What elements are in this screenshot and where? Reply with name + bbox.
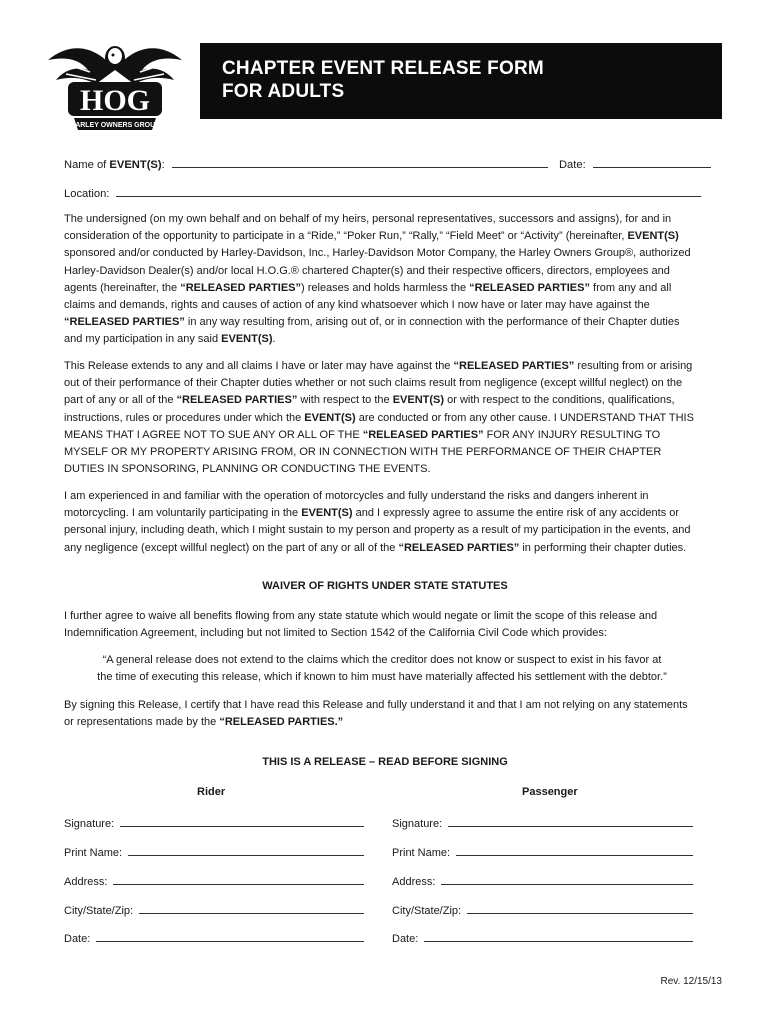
rider-field-row — [64, 814, 364, 830]
location-row — [64, 185, 701, 200]
civil-code-quote — [64, 652, 700, 686]
quote-line-2: the time of executing this release, which if known to him must have materially affected his settlement with the debtor.” — [97, 671, 667, 684]
rider-field-label: Print Name: — [64, 847, 123, 859]
bold-term: EVENT(S) — [301, 507, 353, 520]
bold-term: EVENT(S) — [304, 411, 356, 424]
rider-field-label: Date: — [64, 933, 91, 945]
rider-field-label: Signature: — [64, 818, 115, 830]
rider-field-row — [64, 843, 364, 859]
paragraph-text: with respect to the — [297, 394, 393, 407]
bold-term: “RELEASED PARTIES.” — [219, 716, 344, 729]
paragraph-text: The undersigned (on my own behalf and on behalf of my heirs, personal representatives, successors and assigns), for and in consideration of the opportunity to participate in a “Ride,” “Poker Run,” “Rally,” “Field Meet” or “Activity” (hereinafter, — [64, 213, 672, 243]
waiver-heading: WAIVER OF RIGHTS UNDER STATE STATUTES — [262, 580, 508, 592]
bold-term: EVENT(S) — [392, 394, 445, 407]
passenger-field-row — [392, 872, 693, 888]
bold-term: “RELEASED PARTIES” — [398, 541, 520, 554]
paragraph-text: in any way resulting from, arising out of, or in connection with the performance of their Chapter duties and my participation in any said — [64, 316, 680, 346]
passenger-field-row — [392, 929, 693, 945]
event-name-row — [64, 156, 711, 171]
paragraph-text: sponsored and/or conducted by Harley-Davidson, Inc., Harley-Davidson Motor Company, the Harley Owners Group®, authorized Harley-Davidson Dealer(s) and/or local H.O.G.® chartered Chapter(s) and their respective officers, directors, employees and agents (hereinafter, the — [64, 247, 691, 294]
passenger-field-row — [392, 814, 693, 830]
event-name-field[interactable] — [172, 156, 548, 168]
bold-term: “RELEASED PARTIES” — [176, 394, 298, 407]
passenger-field-row — [392, 843, 693, 859]
rider-field-row — [64, 929, 364, 945]
passenger-field-input-line[interactable] — [467, 901, 693, 914]
passenger-field-input-line[interactable] — [448, 814, 693, 827]
paragraph-text: By signing this Release, I certify that I have read this Release and fully understand it and that I am not relying on any statements or representations made by the — [64, 699, 688, 729]
paragraph-text: or with respect to the conditions, qualifications, instructions, rules or procedures under which the — [64, 394, 675, 424]
form-title-line1: CHAPTER EVENT RELEASE FORM — [222, 58, 544, 79]
bold-term: “RELEASED PARTIES” — [180, 281, 301, 294]
passenger-field-row — [392, 901, 693, 917]
paragraph-text: FOR ANY INJURY RESULTING TO MYSELF OR MY PROPERTY ARISING FROM, OR IN CONNECTION WITH THE PERFORMANCE OF THEIR CHAPTER DUTIES IN SPONSORING, PLANNING OR CONDUCTING THE EVENTS. — [64, 428, 662, 476]
bold-term: “RELEASED PARTIES” — [453, 360, 575, 372]
passenger-field-input-line[interactable] — [456, 843, 693, 856]
paragraph-text: resulting from or arising out of their performance of their Chapter duties whether or not such claims result from negligence (except willful neglect) on the part of any or all of the — [64, 360, 693, 407]
quote-line-1: “A general release does not extend to the claims which the creditor does not know or suspect to exist in his favor at — [102, 654, 662, 666]
revision-label: Rev. 12/15/13 — [660, 976, 722, 987]
passenger-field-label: Signature: — [392, 818, 443, 830]
rider-field-row — [64, 872, 364, 888]
paragraph-text: from any and all claims and demands, rights and causes of action of any kind whatsoever which I now have or later may have against the — [64, 281, 672, 312]
location-label: Location: — [64, 188, 110, 200]
bold-term: “RELEASED PARTIES” — [469, 281, 590, 294]
hog-logo — [40, 30, 190, 140]
event-name-label: Name of EVENT(S): — [64, 159, 165, 171]
rider-field-row — [64, 901, 364, 917]
paragraph-text: . — [272, 333, 276, 346]
title-banner — [200, 43, 722, 119]
rider-field-label: City/State/Zip: — [64, 905, 134, 917]
date-label: Date: — [558, 159, 586, 171]
passenger-field-label: City/State/Zip: — [392, 905, 462, 917]
passenger-title: Passenger — [522, 786, 578, 798]
rider-field-input-line[interactable] — [113, 872, 364, 885]
bold-term: EVENT(S) — [221, 333, 273, 346]
event-date-field[interactable] — [593, 156, 711, 168]
bold-term: EVENT(S) — [627, 230, 679, 243]
paragraph-text: ) releases and holds harmless the — [301, 281, 470, 294]
release-heading: THIS IS A RELEASE – READ BEFORE SIGNING — [262, 756, 508, 768]
release-paragraph-1 — [64, 211, 700, 349]
rider-field-input-line[interactable] — [120, 814, 364, 827]
form-title-line2: FOR ADULTS — [222, 81, 345, 102]
rider-title: Rider — [197, 786, 226, 798]
release-paragraph-2 — [64, 358, 700, 478]
form-title — [222, 57, 544, 103]
passenger-field-input-line[interactable] — [424, 929, 693, 942]
rider-field-input-line[interactable] — [128, 843, 364, 856]
passenger-field-label: Address: — [392, 876, 436, 888]
location-field[interactable] — [116, 185, 701, 197]
paragraph-text: I further agree to waive all benefits flowing from any state statute which would negate or limit the scope of this release and Indemnification Agreement, including but not limited to Section 1542 of the California Civil Code which provides: — [64, 610, 658, 640]
eagle-logo-icon — [40, 30, 190, 140]
certification-paragraph — [64, 697, 700, 731]
bold-term: “RELEASED PARTIES” — [64, 316, 185, 329]
passenger-field-label: Date: — [392, 933, 419, 945]
logo-text: HOG — [79, 84, 151, 117]
waiver-paragraph — [64, 608, 700, 642]
paragraph-text: are conducted or from any other cause. I UNDERSTAND THAT THIS MEANS THAT I AGREE NOT TO SUE ANY OR ALL OF THE — [64, 411, 694, 441]
passenger-field-label: Print Name: — [392, 847, 451, 859]
paragraph-text: in performing their chapter duties. — [519, 541, 687, 554]
paragraph-text: and I expressly agree to assume the entire risk of any accidents or personal injury, including death, which I might sustain to my person and property as a result of my participation in the events, and any negligence (except willful neglect) on the part of any or all of the — [64, 507, 691, 554]
rider-field-input-line[interactable] — [139, 901, 364, 914]
rider-field-label: Address: — [64, 876, 108, 888]
paragraph-text: I am experienced in and familiar with the operation of motorcycles and fully understand the risks and dangers inherent in motorcycling. I am voluntarily participating in the — [64, 490, 649, 520]
logo-subtext: HARLEY OWNERS GROUP — [70, 122, 160, 129]
paragraph-text: This Release extends to any and all claims I have or later may have against the — [64, 360, 454, 372]
bold-term: “RELEASED PARTIES” — [362, 428, 484, 441]
passenger-field-input-line[interactable] — [441, 872, 693, 885]
release-paragraph-3 — [64, 488, 700, 557]
rider-field-input-line[interactable] — [96, 929, 364, 942]
